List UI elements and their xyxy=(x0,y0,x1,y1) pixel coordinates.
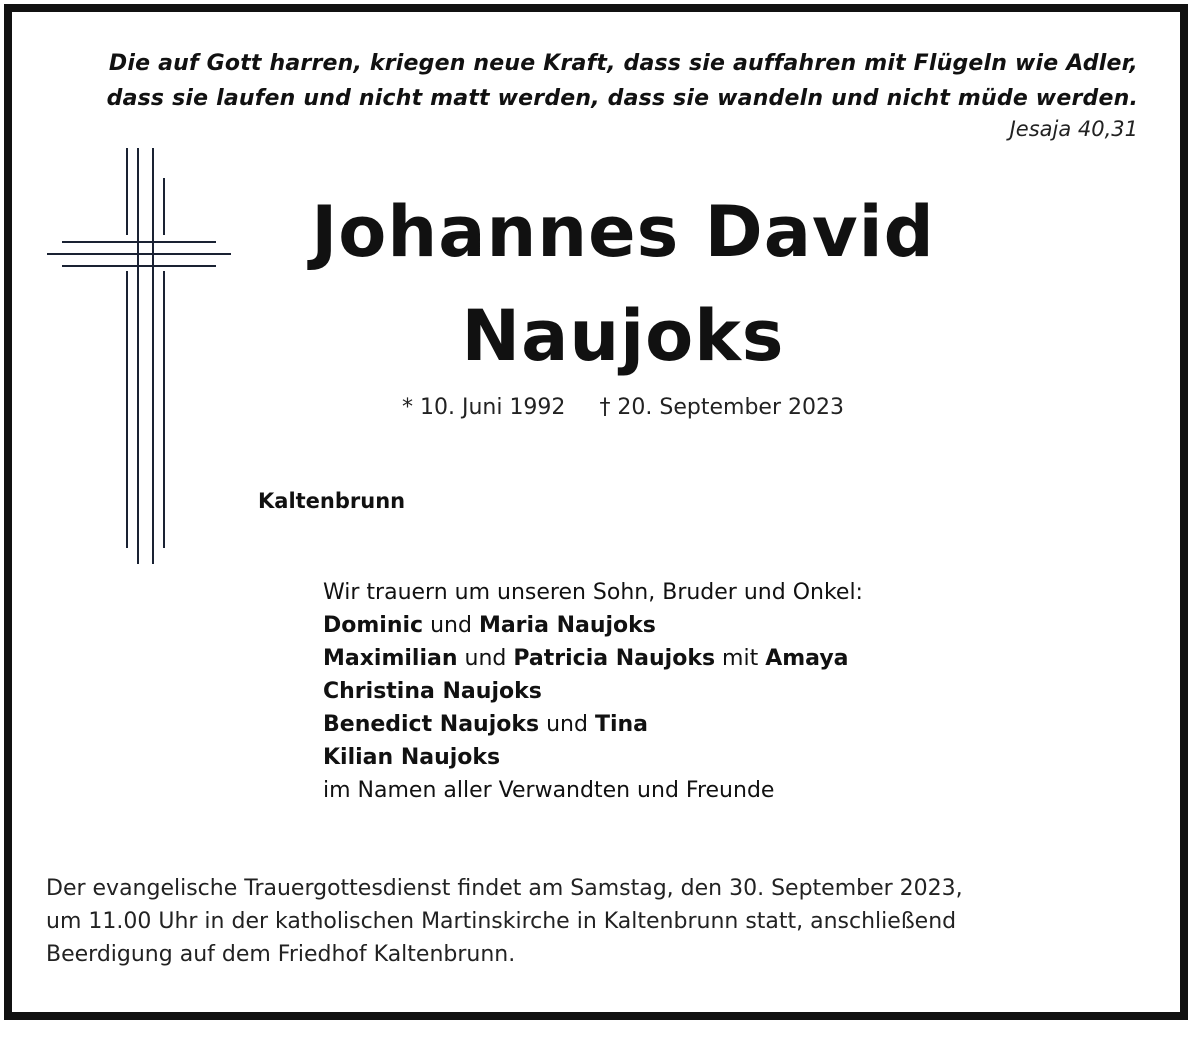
mourner-name: Kilian Naujoks xyxy=(323,745,501,770)
mourner-name: Christina Naujoks xyxy=(323,679,542,704)
mourner-name: Dominic xyxy=(323,613,424,638)
mourner-line xyxy=(323,642,863,675)
mourners-list xyxy=(323,576,863,807)
mourner-name: Maria Naujoks xyxy=(478,613,656,638)
life-dates xyxy=(250,392,996,424)
mourners-closing: im Namen aller Verwandten und Freunde xyxy=(323,778,775,803)
mourner-connector: und xyxy=(539,712,595,737)
mourner-connector: und xyxy=(423,613,479,638)
deceased-name-line-2: Naujoks xyxy=(461,295,785,377)
cross-icon xyxy=(44,148,234,564)
mourner-connector: mit xyxy=(715,646,766,671)
service-line-1: Der evangelische Trauergottesdienst findet am Samstag, den 30. September 2023, xyxy=(46,876,963,901)
birth-date: * 10. Juni 1992 xyxy=(401,395,566,420)
deceased-name-line-1: Johannes David xyxy=(311,191,935,273)
mourners-intro: Wir trauern um unseren Sohn, Bruder und Onkel: xyxy=(323,580,863,605)
mourner-line xyxy=(323,675,863,708)
verse-line-1: Die auf Gott harren, kriegen neue Kraft, dass sie auffahren mit Flügeln wie Adler, xyxy=(108,51,1138,76)
place-of-residence: Kaltenbrunn xyxy=(258,489,406,513)
deceased-name xyxy=(250,180,996,388)
mourner-connector: und xyxy=(457,646,514,671)
mourner-line xyxy=(323,609,863,642)
funeral-service-info xyxy=(46,872,1146,971)
mourner-name: Patricia Naujoks xyxy=(513,646,716,671)
mourner-name: Benedict Naujoks xyxy=(323,712,540,737)
bible-verse xyxy=(58,46,1138,116)
mourner-name: Tina xyxy=(594,712,648,737)
mourner-line xyxy=(323,741,863,774)
death-date: † 20. September 2023 xyxy=(599,395,844,420)
mourner-name: Maximilian xyxy=(323,646,458,671)
service-line-2: um 11.00 Uhr in der katholischen Martinskirche in Kaltenbrunn statt, anschließend xyxy=(46,909,957,934)
verse-line-2: dass sie laufen und nicht matt werden, dass sie wandeln und nicht müde werden. xyxy=(106,86,1138,111)
mourner-line xyxy=(323,708,863,741)
service-line-3: Beerdigung auf dem Friedhof Kaltenbrunn. xyxy=(46,942,516,967)
verse-reference: Jesaja 40,31 xyxy=(1009,117,1138,141)
mourner-name: Amaya xyxy=(765,646,849,671)
